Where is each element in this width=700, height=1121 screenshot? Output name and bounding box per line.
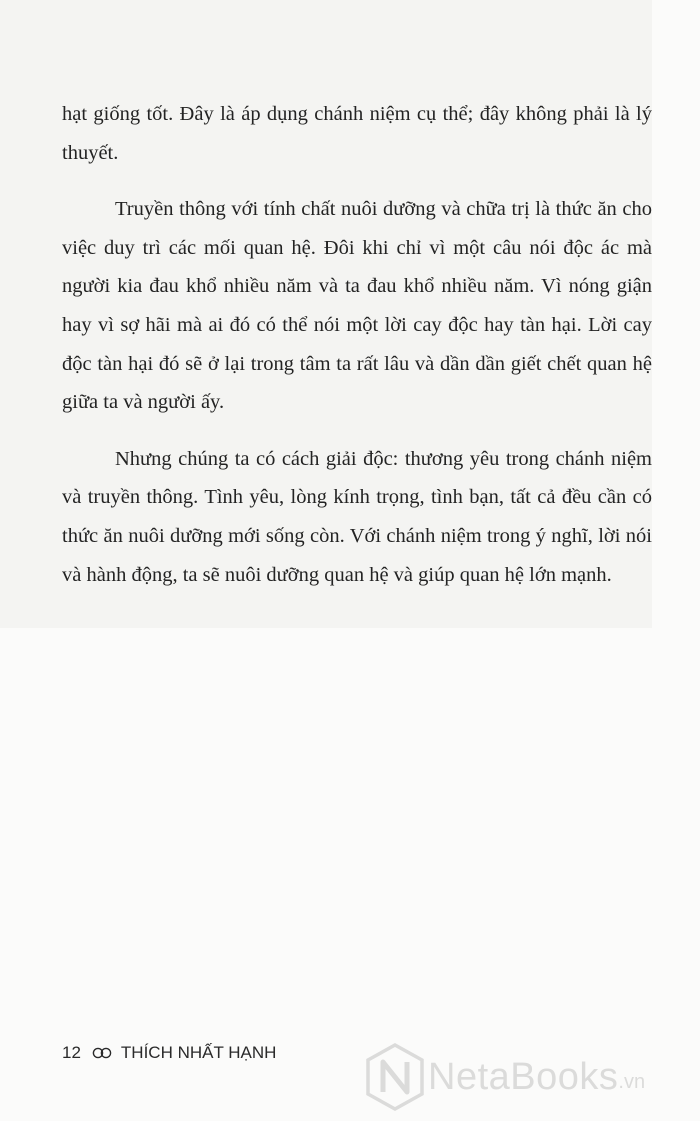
paragraph: Truyền thông với tính chất nuôi dưỡng và chữa trị là thức ăn cho việc duy trì các mối quan hệ. Đôi khi chỉ vì một câu nói độc ác mà người kia đau khổ nhiều năm và ta đau khổ nhiều năm. Vì nóng giận hay vì sợ hãi mà ai đó có thể nói một lời cay độc hay tàn hại. Lời cay độc tàn hại đó sẽ ở lại trong tâm ta rất lâu và dần dần giết chết quan hệ giữa ta và người ấy. [62, 198, 652, 414]
page-footer [62, 1041, 276, 1065]
author-name: THÍCH NHẤT HẠNH [120, 1043, 277, 1062]
watermark [364, 1040, 645, 1114]
netabooks-logo-icon [364, 1042, 426, 1112]
body-text [62, 95, 652, 612]
paragraph: Nhưng chúng ta có cách giải độc: thương yêu trong chánh niệm và truyền thông. Tình yêu, lòng kính trọng, tình bạn, tất cả đều cần có thức ăn nuôi dưỡng mới sống còn. Với chánh niệm trong ý nghĩ, lời nói và hành động, ta sẽ nuôi dưỡng quan hệ và giúp quan hệ lớn mạnh. [62, 447, 652, 586]
watermark-brand: NetaBooks [428, 1055, 619, 1098]
ornament-icon [91, 1046, 113, 1060]
paragraph-continued: hạt giống tốt. Đây là áp dụng chánh niệm cụ thể; đây không phải là lý thuyết. [62, 103, 652, 164]
page-number: 12 [62, 1043, 81, 1062]
watermark-tld: .vn [618, 1071, 646, 1093]
